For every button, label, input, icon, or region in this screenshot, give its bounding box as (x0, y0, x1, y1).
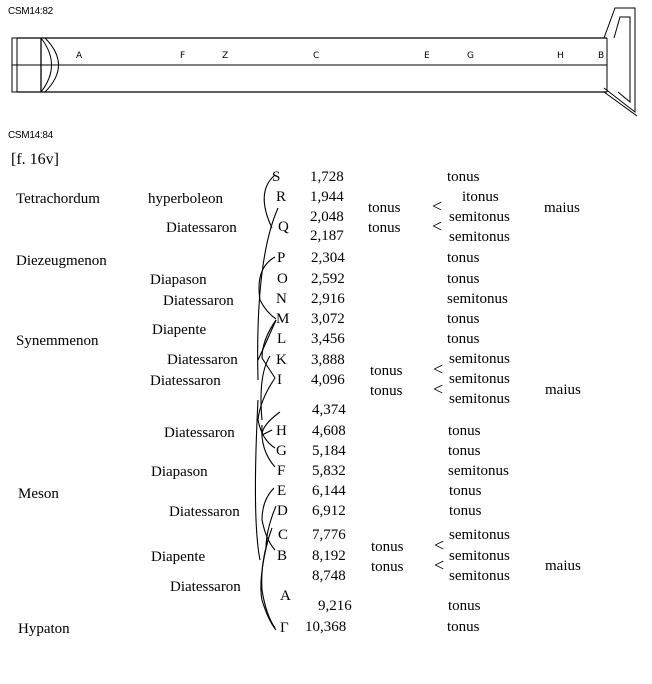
group-tonus-upper: tonus (370, 363, 403, 379)
row-number: 3,456 (311, 331, 345, 347)
pipe-label-z: Z (222, 51, 229, 61)
pipe-label-a: A (76, 51, 83, 61)
row-letter: R (276, 189, 287, 205)
group-tonus-upper: tonus (371, 539, 404, 555)
bracket-glyph: < (432, 216, 443, 236)
tetrachord-sub-label: hyperboleon (148, 191, 223, 207)
pipe-label-c: C (313, 51, 320, 61)
pipe-label-b: B (598, 51, 605, 61)
interval-label: Diatessaron (170, 579, 241, 595)
interval-label: Diapason (150, 272, 207, 288)
arc-m-k (258, 320, 276, 360)
row-letter: K (276, 352, 287, 368)
group-tonus-lower: tonus (371, 559, 404, 575)
row-letter: A (280, 588, 291, 604)
row-number: 3,072 (311, 311, 345, 327)
row-step: semitonus (449, 371, 510, 387)
row-letter: H (276, 423, 287, 439)
interval-label: Diatessaron (167, 352, 238, 368)
row-letter: N (276, 291, 287, 307)
row-step: itonus (462, 189, 499, 205)
row-number: 2,592 (311, 271, 345, 287)
row-letter: F (277, 463, 286, 479)
row-step: tonus (449, 503, 482, 519)
row-step: tonus (448, 598, 481, 614)
row-letter: P (277, 250, 286, 266)
row-number: 7,776 (312, 527, 346, 543)
interval-label: Diatessaron (150, 373, 221, 389)
row-step: tonus (449, 483, 482, 499)
bracket-glyph: < (433, 379, 444, 399)
row-step: semitonus (449, 209, 510, 225)
row-step: tonus (447, 331, 480, 347)
row-number: 2,187 (310, 228, 344, 244)
tetrachord-label: Diezeugmenon (16, 253, 107, 269)
tetrachord-label: Synemmenon (16, 333, 99, 349)
row-step: tonus (447, 169, 480, 185)
row-letter: L (277, 331, 287, 347)
row-step: semitonus (449, 391, 510, 407)
bracket-glyph: < (434, 555, 445, 575)
arc-b-gamma (261, 540, 276, 630)
row-number: 2,048 (310, 209, 344, 225)
figure-caption-1: CSM14:82 (8, 6, 53, 17)
row-number: 3,888 (311, 352, 345, 368)
tetrachord-label: Meson (18, 486, 59, 502)
row-number: 9,216 (318, 598, 352, 614)
row-letter: G (276, 443, 287, 459)
row-letter: C (278, 527, 289, 543)
row-step: tonus (448, 423, 481, 439)
row-number: 6,912 (312, 503, 346, 519)
interval-label: Diatessaron (169, 504, 240, 520)
interval-label: Diatessaron (163, 293, 234, 309)
row-step: tonus (447, 250, 480, 266)
row-letter: I (277, 372, 282, 388)
row-step: semitonus (449, 229, 510, 245)
group-result: maius (545, 382, 581, 398)
bracket-glyph: < (432, 196, 443, 216)
row-step: semitonus (449, 527, 510, 543)
folio-reference: [f. 16v] (11, 151, 59, 168)
group-tonus-lower: tonus (370, 383, 403, 399)
row-step: semitonus (449, 548, 510, 564)
row-letter: D (277, 503, 288, 519)
row-letter: O (277, 271, 288, 287)
pipe-label-g: G (467, 51, 474, 61)
row-number: 5,184 (312, 443, 346, 459)
bracket-glyph: < (434, 535, 445, 555)
row-number: 2,916 (311, 291, 345, 307)
pipe-label-e: E (424, 51, 430, 61)
row-letter: Q (278, 219, 289, 235)
row-letter: B (277, 548, 288, 564)
row-step: tonus (447, 619, 480, 635)
row-step: semitonus (448, 463, 509, 479)
row-letter: Γ (280, 620, 289, 636)
interval-label: Diapason (151, 464, 208, 480)
group-result: maius (545, 558, 581, 574)
arc-e-b (262, 488, 275, 550)
row-step: tonus (448, 443, 481, 459)
row-letter: M (276, 311, 290, 327)
row-number: 4,096 (311, 372, 345, 388)
arc-c-gamma (262, 528, 275, 628)
row-step: semitonus (449, 351, 510, 367)
row-number: 8,748 (312, 568, 346, 584)
row-number: 1,944 (310, 189, 344, 205)
bracket-glyph: < (433, 359, 444, 379)
row-step: tonus (447, 271, 480, 287)
interval-label: Diatessaron (164, 425, 235, 441)
row-number: 10,368 (305, 619, 347, 635)
row-step: semitonus (447, 291, 508, 307)
interval-label: Diatessaron (166, 220, 237, 236)
row-letter: S (272, 169, 281, 185)
row-number: 4,374 (312, 402, 346, 418)
row-number: 5,832 (312, 463, 346, 479)
row-letter: E (277, 483, 287, 499)
arc-p-m (259, 257, 276, 319)
pipe-label-f: F (180, 51, 186, 61)
row-number: 4,608 (312, 423, 346, 439)
tetrachord-label: Tetrachordum (16, 191, 100, 207)
tetrachord-label: Hypaton (18, 621, 70, 637)
row-step: tonus (447, 311, 480, 327)
row-number: 1,728 (310, 169, 344, 185)
row-step: semitonus (449, 568, 510, 584)
group-result: maius (544, 200, 580, 216)
row-number: 2,304 (311, 250, 345, 266)
group-tonus-lower: tonus (368, 220, 401, 236)
arc-i-g (258, 378, 275, 448)
group-tonus-upper: tonus (368, 200, 401, 216)
row-number: 6,144 (312, 483, 346, 499)
interval-label: Diapente (151, 549, 206, 565)
interval-label: Diapente (152, 322, 207, 338)
figure-caption-2: CSM14:84 (8, 130, 53, 141)
pipe-label-h: H (557, 51, 564, 61)
row-number: 8,192 (312, 548, 346, 564)
